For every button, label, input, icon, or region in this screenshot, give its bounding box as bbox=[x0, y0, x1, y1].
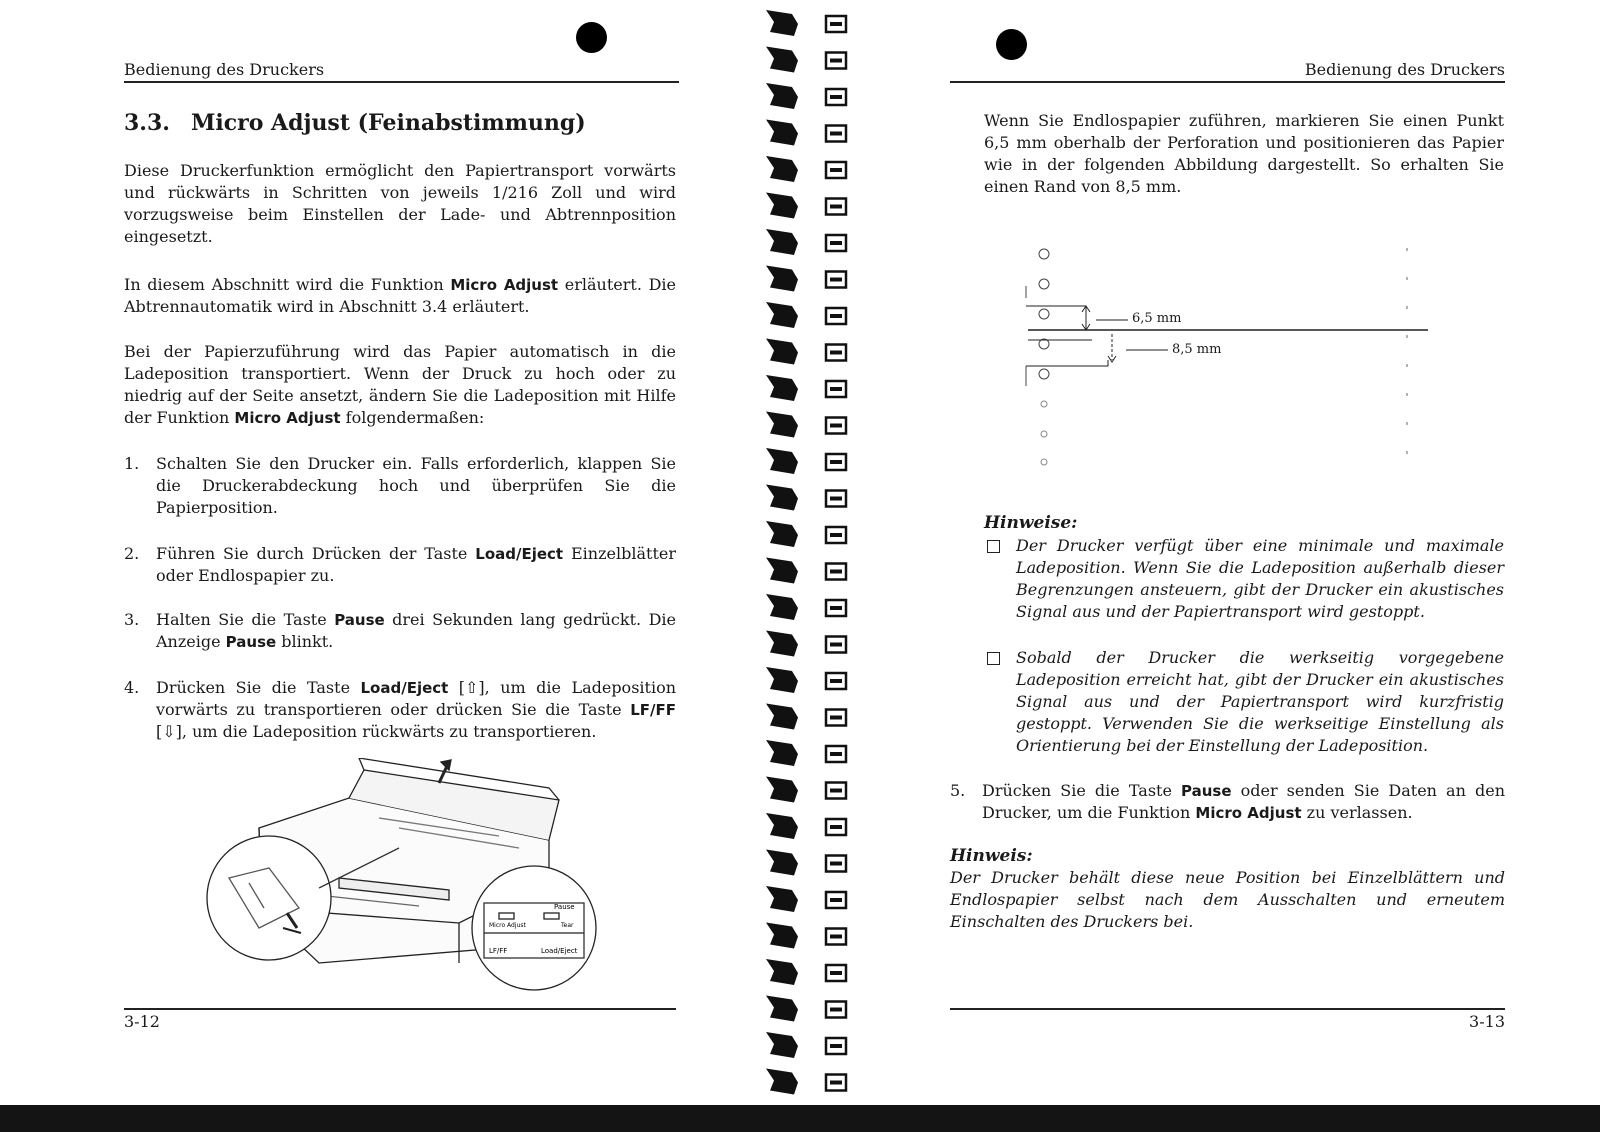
spiral-slot-bar bbox=[830, 898, 842, 902]
spiral-coil bbox=[766, 302, 798, 328]
spiral-slot-bar bbox=[830, 314, 842, 318]
spiral-slot-bar bbox=[830, 1044, 842, 1048]
left-page bbox=[124, 0, 679, 1105]
spiral-coil bbox=[766, 339, 798, 365]
spiral-slot-bar bbox=[830, 643, 842, 647]
scope-paragraph: In diesem Abschnitt wird die Funktion Micro Adjust erläutert. Die Abtrennautomatik wird in Abschnitt 3.4 erläutert. bbox=[124, 275, 677, 316]
step-text: Führen Sie durch Drücken der Taste Load/Eject Einzelblätter oder Endlospapier zu. bbox=[156, 544, 676, 585]
checkbox-bullet-icon bbox=[987, 652, 1000, 665]
spiral-coil bbox=[766, 412, 798, 438]
step-number: 3. bbox=[124, 610, 140, 629]
keyword-micro-adjust: Micro Adjust bbox=[234, 409, 341, 427]
header-rule bbox=[124, 81, 679, 83]
list-item bbox=[124, 543, 676, 587]
step-number: 2. bbox=[124, 544, 140, 563]
checkbox-bullet-icon bbox=[987, 540, 1000, 553]
keyword-lf-ff: LF/FF bbox=[630, 701, 676, 719]
spiral-coil bbox=[766, 156, 798, 182]
keyword-load-eject: Load/Eject bbox=[475, 545, 564, 563]
spiral-coil bbox=[766, 1032, 798, 1058]
note-item bbox=[984, 647, 1504, 757]
panel-label-lf-ff: LF/FF bbox=[489, 947, 508, 955]
footer-rule bbox=[124, 1008, 676, 1010]
spiral-slot-bar bbox=[830, 387, 842, 391]
step-text: Drücken Sie die Taste Pause oder senden Sie Daten an den Drucker, um die Funktion Micro Adjust zu verlassen. bbox=[982, 781, 1505, 822]
spiral-slot-bar bbox=[830, 606, 842, 610]
spiral-slot-bar bbox=[830, 424, 842, 428]
spiral-binding bbox=[764, 0, 856, 1105]
spiral-slot-bar bbox=[830, 168, 842, 172]
notes-heading: Hinweise: bbox=[984, 513, 1078, 533]
spiral-slot-bar bbox=[830, 95, 842, 99]
spiral-coil bbox=[766, 667, 798, 693]
spiral-slot-bar bbox=[830, 971, 842, 975]
note-item bbox=[984, 535, 1504, 623]
binder-hole bbox=[576, 22, 607, 53]
keyword-load-eject: Load/Eject bbox=[360, 679, 449, 697]
spiral-coil bbox=[766, 10, 798, 36]
spiral-coil bbox=[766, 594, 798, 620]
list-item bbox=[950, 780, 1505, 824]
spiral-slot-bar bbox=[830, 752, 842, 756]
page-number: 3-13 bbox=[1469, 1012, 1505, 1031]
spiral-coil bbox=[766, 448, 798, 474]
section-number: 3.3. bbox=[124, 110, 170, 136]
spiral-slot-bar bbox=[830, 862, 842, 866]
spiral-coil bbox=[766, 485, 798, 511]
scan-bottom-border bbox=[0, 1105, 1600, 1132]
spiral-slot-bar bbox=[830, 278, 842, 282]
page-number: 3-12 bbox=[124, 1012, 160, 1031]
spiral-slot-bar bbox=[830, 570, 842, 574]
note-text: Der Drucker verfügt über eine minimale und maximale Ladeposition. Wenn Sie die Ladeposition außerhalb dieser Begrenzungen ansteuern, gibt der Drucker ein akustisches Signal aus und der Papiertransport wird gestoppt. bbox=[1016, 536, 1504, 621]
panel-label-load-eject: Load/Eject bbox=[541, 947, 578, 955]
spiral-slot-bar bbox=[830, 497, 842, 501]
spiral-coil bbox=[766, 996, 798, 1022]
spiral-coil bbox=[766, 704, 798, 730]
spiral-coil bbox=[766, 631, 798, 657]
dimension-label-6-5mm: 6,5 mm bbox=[1132, 311, 1182, 326]
running-head: Bedienung des Druckers bbox=[124, 60, 325, 79]
spiral-slot-bar bbox=[830, 460, 842, 464]
spiral-slot-bar bbox=[830, 132, 842, 136]
paper-position-diagram bbox=[1020, 238, 1440, 473]
step-text: Halten Sie die Taste Pause drei Sekunden lang gedrückt. Die Anzeige Pause blinkt. bbox=[156, 610, 677, 651]
note-paragraph: Der Drucker behält diese neue Position bei Einzelblättern und Endlospapier selbst nach dem Ausschalten und erneutem Einschalten des Druckers bei. bbox=[950, 868, 1505, 931]
spiral-coil bbox=[766, 959, 798, 985]
step-text: Drücken Sie die Taste Load/Eject [⇧], um die Ladeposition vorwärts zu transportieren oder drücken Sie die Taste LF/FF [⇩], um die Ladeposition rückwärts zu transportieren. bbox=[156, 678, 676, 741]
spiral-slot-bar bbox=[830, 533, 842, 537]
spiral-slot-bar bbox=[830, 679, 842, 683]
procedure-paragraph: Bei der Papierzuführung wird das Papier automatisch in die Ladeposition transportiert. Wenn der Druck zu hoch oder zu niedrig auf der Seite ansetzt, ändern Sie die Ladeposition mit Hilfe der Funktion Micro Adjust folgendermaßen: bbox=[124, 342, 676, 427]
spiral-slot-bar bbox=[830, 825, 842, 829]
note-heading: Hinweis: bbox=[950, 846, 1033, 866]
step-number: 5. bbox=[950, 781, 966, 800]
keyword-pause: Pause bbox=[225, 633, 277, 651]
spiral-slot-bar bbox=[830, 351, 842, 355]
right-page bbox=[950, 0, 1505, 1105]
spiral-coil bbox=[766, 229, 798, 255]
spiral-coil bbox=[766, 47, 798, 73]
intro-paragraph: Wenn Sie Endlospapier zuführen, markieren Sie einen Punkt 6,5 mm oberhalb der Perforation und positionieren das Papier wie in der folgenden Abbildung dargestellt. So erhalten Sie einen Rand von 8,5 mm. bbox=[984, 111, 1504, 196]
spiral-slot-bar bbox=[830, 1008, 842, 1012]
list-item bbox=[124, 677, 676, 743]
keyword-micro-adjust: Micro Adjust bbox=[450, 276, 559, 294]
keyword-pause: Pause bbox=[334, 611, 385, 629]
panel-label-pause: Pause bbox=[554, 903, 575, 911]
intro-paragraph: Diese Druckerfunktion ermöglicht den Papiertransport vorwärts und rückwärts in Schritten von jeweils 1/216 Zoll und wird vorzugsweise beim Einstellen der Lade- und Abtrennposition eingesetzt. bbox=[124, 161, 676, 246]
dimension-label-8-5mm: 8,5 mm bbox=[1172, 342, 1222, 357]
section-title-text: Micro Adjust (Feinabstimmung) bbox=[191, 110, 586, 136]
spiral-coil bbox=[766, 558, 798, 584]
footer-rule bbox=[950, 1008, 1505, 1010]
spiral-coil bbox=[766, 886, 798, 912]
spiral-slot-bar bbox=[830, 716, 842, 720]
spiral-slot-bar bbox=[830, 22, 842, 26]
spiral-coil bbox=[766, 120, 798, 146]
spiral-coil bbox=[766, 923, 798, 949]
step-text: Schalten Sie den Drucker ein. Falls erforderlich, klappen Sie die Druckerabdeckung hoch und überprüfen Sie die Papierposition. bbox=[156, 454, 676, 517]
keyword-pause: Pause bbox=[1181, 782, 1232, 800]
spiral-coil bbox=[766, 777, 798, 803]
printer-illustration bbox=[199, 758, 599, 998]
list-item bbox=[124, 609, 676, 653]
spiral-coil bbox=[766, 1069, 798, 1095]
spiral-slot-bar bbox=[830, 789, 842, 793]
spiral-slot-bar bbox=[830, 205, 842, 209]
panel-label-micro-adjust: Micro Adjust bbox=[489, 922, 526, 929]
header-rule bbox=[950, 81, 1505, 83]
running-head: Bedienung des Druckers bbox=[1304, 60, 1505, 79]
spiral-coil bbox=[766, 850, 798, 876]
binder-hole bbox=[996, 29, 1027, 60]
spiral-coil bbox=[766, 813, 798, 839]
step-number: 4. bbox=[124, 678, 140, 697]
spiral-coil bbox=[766, 266, 798, 292]
spiral-slot-bar bbox=[830, 935, 842, 939]
spiral-coil bbox=[766, 740, 798, 766]
spiral-slot-bar bbox=[830, 1081, 842, 1085]
spiral-coil bbox=[766, 375, 798, 401]
keyword-micro-adjust: Micro Adjust bbox=[1195, 804, 1302, 822]
spiral-slot-bar bbox=[830, 241, 842, 245]
panel-label-tear: Tear bbox=[561, 922, 574, 929]
spiral-slot-bar bbox=[830, 59, 842, 63]
section-title bbox=[124, 110, 586, 136]
note-text: Sobald der Drucker die werkseitig vorgegebene Ladeposition erreicht hat, gibt der Drucker ein akustisches Signal aus und der Papiertransport wird kurzfristig gestoppt. Verwenden Sie die werkseitige Einstellung als Orientierung bei der Einstellung der Ladeposition. bbox=[1016, 648, 1504, 755]
spiral-coil bbox=[766, 193, 798, 219]
spiral-coil bbox=[766, 83, 798, 109]
spiral-coil bbox=[766, 521, 798, 547]
list-item bbox=[124, 453, 676, 519]
step-number: 1. bbox=[124, 454, 140, 473]
